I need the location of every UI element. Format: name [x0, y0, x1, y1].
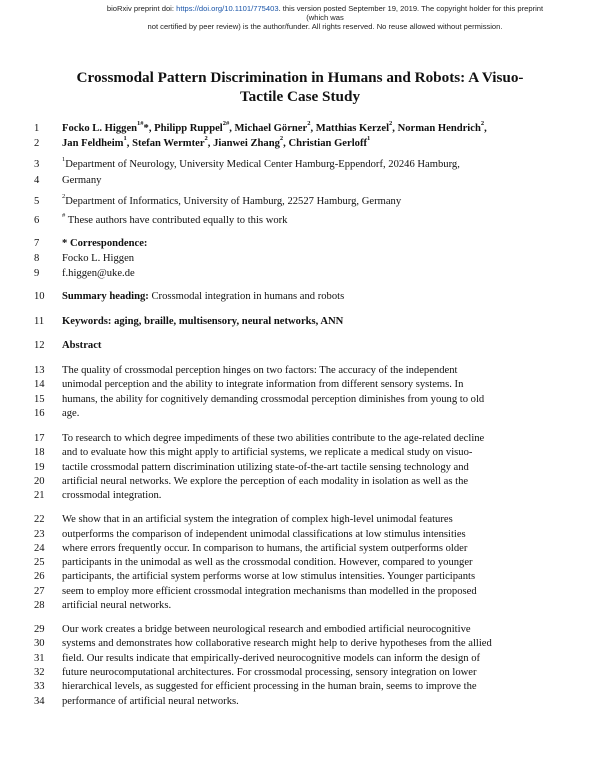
preprint-banner [100, 4, 550, 31]
abstract-line: The quality of crossmodal perception hinges on two factors: The accuracy of the independent [62, 365, 458, 376]
author-list-line-1: Focko L. Higgen$^{1\#}$*, Philipp Ruppel$^{2\#}$, Michael Görner$^2$, Matthias Kerzel$^2$, Norman Hendrich$^2$, [62, 120, 487, 134]
banner-line-2: not certified by peer review) is the author/funder. All rights reserved. No reuse allowed without permission. [147, 22, 503, 31]
author-name: Michael Görner [234, 123, 308, 134]
abstract-line: humans, the ability for cognitively demanding crossmodal perception diminishes from young to old [62, 394, 485, 405]
abstract-line: hierarchical levels, as suggested for efficient processing in the human brain, seems to improve the [62, 681, 477, 692]
line-number: 20 [34, 476, 45, 487]
equal-contribution-note: # These authors have contributed equally to this work [62, 212, 288, 226]
author-name: Jan Feldheim [62, 138, 124, 149]
correspondence-heading: * Correspondence: [62, 238, 148, 249]
paper-title: Crossmodal Pattern Discrimination in Humans and Robots: A Visuo- Tactile Case Study [76, 69, 524, 105]
line-number: 14 [34, 379, 45, 390]
author-name: Christian Gerloff [288, 138, 368, 149]
line-number: 27 [34, 586, 45, 597]
abstract-line: artificial neural networks. We explore the perception of each modality in isolation as well as the [62, 476, 469, 487]
line-number: 15 [34, 394, 45, 405]
line-number: 18 [34, 447, 45, 458]
abstract-line: participants in the unimodal as well as the crossmodal condition. However, compared to younger [62, 557, 473, 568]
correspondence-name: Focko L. Higgen [62, 253, 135, 264]
line-number: 26 [34, 571, 45, 582]
line-number: 24 [34, 543, 45, 554]
abstract-line: To research to which degree impediments of these two abilities contribute to the age-related decline [62, 433, 485, 444]
line-number: 10 [34, 291, 45, 302]
line-number: 9 [34, 268, 40, 279]
author-name: Matthias Kerzel [315, 123, 390, 134]
abstract-line: outperforms the comparison of independent unimodal classifications at low stimulus intensities [62, 529, 466, 540]
line-number: 19 [34, 462, 45, 473]
line-number: 2 [34, 138, 40, 149]
line-number: 7 [34, 238, 40, 249]
line-number: 17 [34, 433, 45, 444]
summary-heading: Summary heading: Crossmodal integration in humans and robots [62, 291, 345, 302]
banner-line-1: bioRxiv preprint doi: https://doi.org/10.1101/775403. this version posted September 19, 2019. The copyright holder for this preprint (which was [106, 4, 544, 22]
abstract-line: unimodal perception and the ability to integrate information from different sensory systems. In [62, 379, 464, 390]
abstract-heading: Abstract [62, 340, 102, 351]
abstract-line: Our work creates a bridge between neurological research and embodied artificial neurocognitive [62, 624, 471, 635]
line-number: 8 [34, 253, 40, 264]
line-number: 28 [34, 600, 45, 611]
abstract-line: participants, the artificial system performs worse at low stimulus intensities. Younger participants [62, 571, 476, 582]
keywords: Keywords: aging, braille, multisensory, neural networks, ANN [62, 316, 344, 327]
line-number: 12 [34, 340, 45, 351]
abstract-line: systems and demonstrates how collaborative research might help to derive hypotheses from the allied [62, 638, 492, 649]
line-number: 29 [34, 624, 45, 635]
doi-link[interactable]: https://doi.org/10.1101/775403 [176, 4, 279, 13]
line-number: 22 [34, 514, 45, 525]
line-number: 5 [34, 196, 40, 207]
line-number: 23 [34, 529, 45, 540]
line-number: 16 [34, 408, 45, 419]
line-number: 25 [34, 557, 45, 568]
author-name: Philipp Ruppel [154, 123, 223, 134]
line-number: 32 [34, 667, 45, 678]
author-name: Stefan Wermter [132, 138, 205, 149]
affiliation-1: $^1$Department of Neurology, University Medical Center Hamburg-Eppendorf, 20246 Hamburg, [62, 156, 460, 170]
affiliation-1-continued: Germany [62, 175, 102, 186]
abstract-line: and to evaluate how this might apply to artificial systems, we replicate a medical study on visuo- [62, 447, 473, 458]
line-number: 33 [34, 681, 45, 692]
author-name: Jianwei Zhang [213, 138, 280, 149]
line-number: 4 [34, 175, 40, 186]
affiliation-2: $^2$Department of Informatics, University of Hamburg, 22527 Hamburg, Germany [62, 193, 402, 207]
abstract-line: crossmodal integration. [62, 490, 162, 501]
author-name: Norman Hendrich [397, 123, 481, 134]
line-number: 6 [34, 215, 40, 226]
line-number: 3 [34, 159, 40, 170]
abstract-line: tactile crossmodal pattern discrimination utilizing state-of-the-art tactile sensing technology and [62, 462, 469, 473]
abstract-line: performance of artificial neural networks. [62, 696, 239, 707]
line-number: 1 [34, 123, 40, 134]
line-number: 31 [34, 653, 45, 664]
abstract-line: age. [62, 408, 80, 419]
author-name: Focko L. Higgen [62, 123, 138, 134]
abstract-line: field. Our results indicate that empirically-derived neurocognitive models can inform the design of [62, 653, 481, 664]
line-number: 11 [34, 316, 45, 327]
line-number: 30 [34, 638, 45, 649]
line-number: 13 [34, 365, 45, 376]
correspondence-email[interactable]: f.higgen@uke.de [62, 268, 135, 279]
abstract-line: future neurocomputational architectures. For crossmodal processing, sensory integration on lower [62, 667, 477, 678]
abstract-line: seem to employ more efficient crossmodal integration mechanisms than modelled in the proposed [62, 586, 477, 597]
author-list-line-2: Jan Feldheim$^1$, Stefan Wermter$^2$, Jianwei Zhang$^2$, Christian Gerloff$^1$ [62, 135, 371, 149]
abstract-line: artificial neural networks. [62, 600, 172, 611]
line-number: 34 [34, 696, 45, 707]
abstract-line: where errors frequently occur. In comparison to humans, the artificial system outperforms older [62, 543, 468, 554]
abstract-line: We show that in an artificial system the integration of complex high-level unimodal features [62, 514, 453, 525]
line-number: 21 [34, 490, 45, 501]
